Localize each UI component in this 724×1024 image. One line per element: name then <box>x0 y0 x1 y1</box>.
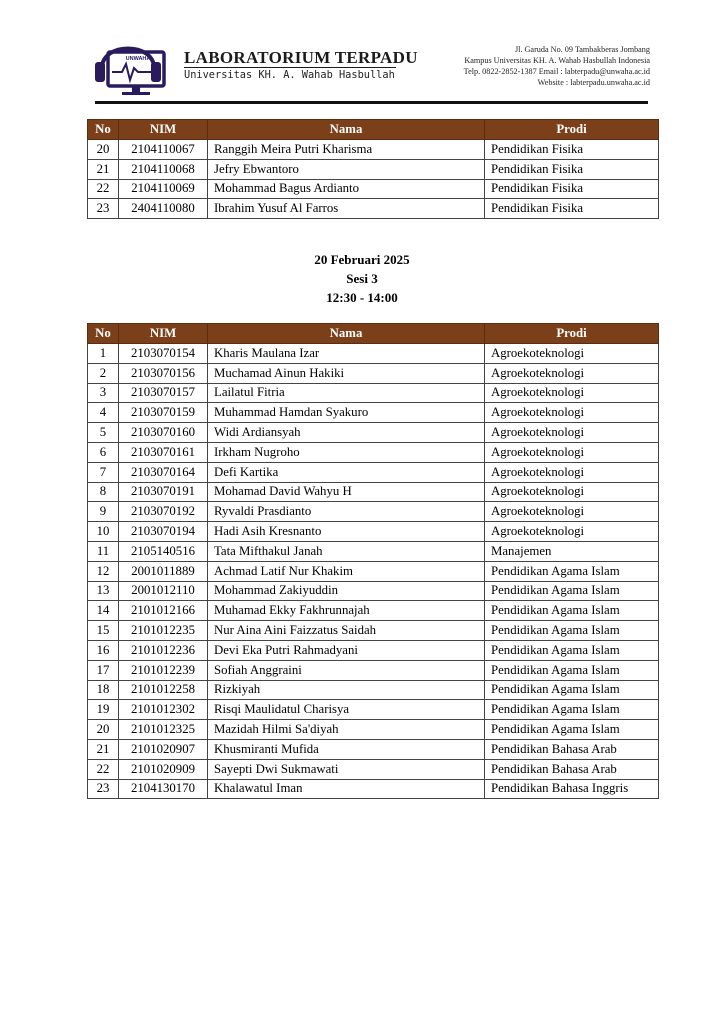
cell-nim: 2404110080 <box>119 199 208 219</box>
cell-no: 19 <box>88 700 119 720</box>
cell-nama: Nur Aina Aini Faizzatus Saidah <box>208 621 485 641</box>
table-row <box>88 140 659 160</box>
cell-no: 22 <box>88 179 119 199</box>
cell-prodi: Pendidikan Fisika <box>485 140 659 160</box>
cell-nama: Hadi Asih Kresnanto <box>208 522 485 542</box>
cell-nim: 2105140516 <box>119 541 208 561</box>
cell-nim: 2103070160 <box>119 423 208 443</box>
cell-prodi: Agroekoteknologi <box>485 462 659 482</box>
logo-text: UNWAHA <box>125 56 151 62</box>
cell-no: 7 <box>88 462 119 482</box>
table-row <box>88 344 659 364</box>
table-row <box>88 383 659 403</box>
lab-subtitle: Universitas KH. A. Wahab Hasbullah <box>184 69 395 81</box>
cell-no: 5 <box>88 423 119 443</box>
cell-nim: 2101012258 <box>119 680 208 700</box>
cell-no: 15 <box>88 621 119 641</box>
cell-nim: 2104110068 <box>119 159 208 179</box>
cell-prodi: Pendidikan Fisika <box>485 199 659 219</box>
cell-prodi: Pendidikan Fisika <box>485 159 659 179</box>
table-header-row <box>88 120 659 140</box>
cell-nama: Ranggih Meira Putri Kharisma <box>208 140 485 160</box>
cell-nama: Ryvaldi Prasdianto <box>208 502 485 522</box>
session-time: 12:30 - 14:00 <box>326 290 398 305</box>
table-row <box>88 502 659 522</box>
cell-no: 6 <box>88 442 119 462</box>
cell-prodi: Pendidikan Agama Islam <box>485 640 659 660</box>
col-header-no: No <box>88 120 119 140</box>
table-row <box>88 462 659 482</box>
cell-no: 4 <box>88 403 119 423</box>
cell-nim: 2101020907 <box>119 739 208 759</box>
cell-prodi: Agroekoteknologi <box>485 502 659 522</box>
cell-nim: 2104110067 <box>119 140 208 160</box>
table-row <box>88 759 659 779</box>
cell-no: 18 <box>88 680 119 700</box>
attendance-table-continued <box>87 119 659 219</box>
cell-nim: 2101012239 <box>119 660 208 680</box>
cell-nama: Achmad Latif Nur Khakim <box>208 561 485 581</box>
cell-prodi: Pendidikan Agama Islam <box>485 561 659 581</box>
address-block <box>464 44 650 88</box>
table-row <box>88 199 659 219</box>
cell-nama: Irkham Nugroho <box>208 442 485 462</box>
address-line: Kampus Universitas KH. A. Wahab Hasbullah Indonesia <box>464 56 650 65</box>
header-divider <box>95 101 648 104</box>
cell-prodi: Pendidikan Bahasa Arab <box>485 759 659 779</box>
cell-prodi: Agroekoteknologi <box>485 482 659 502</box>
cell-nim: 2101020909 <box>119 759 208 779</box>
cell-no: 23 <box>88 199 119 219</box>
cell-nim: 2103070161 <box>119 442 208 462</box>
cell-nama: Rizkiyah <box>208 680 485 700</box>
cell-no: 20 <box>88 720 119 740</box>
cell-no: 16 <box>88 640 119 660</box>
cell-nama: Lailatul Fitria <box>208 383 485 403</box>
session-date: 20 Februari 2025 <box>314 252 410 267</box>
cell-nim: 2101012235 <box>119 621 208 641</box>
address-line: Website : labterpadu.unwaha.ac.id <box>537 78 650 87</box>
address-line: Jl. Garuda No. 09 Tambakberas Jombang <box>514 45 650 54</box>
cell-prodi: Pendidikan Bahasa Inggris <box>485 779 659 799</box>
table-row <box>88 522 659 542</box>
table-row <box>88 779 659 799</box>
table-row <box>88 423 659 443</box>
cell-nama: Khusmiranti Mufida <box>208 739 485 759</box>
cell-no: 3 <box>88 383 119 403</box>
cell-nama: Muhamad Ekky Fakhrunnajah <box>208 601 485 621</box>
session-heading <box>0 250 724 307</box>
table-row <box>88 403 659 423</box>
cell-no: 11 <box>88 541 119 561</box>
cell-nama: Defi Kartika <box>208 462 485 482</box>
cell-prodi: Pendidikan Bahasa Arab <box>485 739 659 759</box>
cell-no: 1 <box>88 344 119 364</box>
cell-nama: Risqi Maulidatul Charisya <box>208 700 485 720</box>
cell-prodi: Pendidikan Agama Islam <box>485 621 659 641</box>
cell-nim: 2104130170 <box>119 779 208 799</box>
table-header-row <box>88 324 659 344</box>
cell-prodi: Agroekoteknologi <box>485 423 659 443</box>
cell-prodi: Agroekoteknologi <box>485 403 659 423</box>
cell-nama: Mohammad Zakiyuddin <box>208 581 485 601</box>
table-row <box>88 739 659 759</box>
cell-prodi: Pendidikan Agama Islam <box>485 700 659 720</box>
table-row <box>88 363 659 383</box>
cell-nim: 2103070156 <box>119 363 208 383</box>
cell-prodi: Pendidikan Agama Islam <box>485 720 659 740</box>
title-underline <box>184 67 396 68</box>
table-row <box>88 482 659 502</box>
cell-nama: Muhammad Hamdan Syakuro <box>208 403 485 423</box>
col-header-prodi: Prodi <box>485 120 659 140</box>
cell-no: 10 <box>88 522 119 542</box>
address-line: Telp. 0822-2852-1387 Email : labterpadu@unwaha.ac.id <box>463 67 650 76</box>
table-row <box>88 581 659 601</box>
cell-no: 2 <box>88 363 119 383</box>
cell-nim: 2101012302 <box>119 700 208 720</box>
cell-nama: Sayepti Dwi Sukmawati <box>208 759 485 779</box>
cell-no: 20 <box>88 140 119 160</box>
table-row <box>88 640 659 660</box>
table-row <box>88 680 659 700</box>
col-header-nim: NIM <box>119 324 208 344</box>
cell-no: 9 <box>88 502 119 522</box>
cell-prodi: Pendidikan Agama Islam <box>485 660 659 680</box>
cell-prodi: Agroekoteknologi <box>485 383 659 403</box>
cell-no: 14 <box>88 601 119 621</box>
cell-nim: 2103070191 <box>119 482 208 502</box>
cell-prodi: Pendidikan Agama Islam <box>485 601 659 621</box>
cell-no: 8 <box>88 482 119 502</box>
lab-logo-icon <box>92 34 178 98</box>
cell-nim: 2103070154 <box>119 344 208 364</box>
cell-prodi: Agroekoteknologi <box>485 442 659 462</box>
cell-nama: Devi Eka Putri Rahmadyani <box>208 640 485 660</box>
table-row <box>88 621 659 641</box>
cell-nama: Mohammad Bagus Ardianto <box>208 179 485 199</box>
cell-nama: Jefry Ebwantoro <box>208 159 485 179</box>
col-header-no: No <box>88 324 119 344</box>
cell-nim: 2103070192 <box>119 502 208 522</box>
cell-nama: Tata Mifthakul Janah <box>208 541 485 561</box>
cell-no: 21 <box>88 159 119 179</box>
cell-nim: 2103070159 <box>119 403 208 423</box>
cell-nama: Kharis Maulana Izar <box>208 344 485 364</box>
cell-nama: Sofiah Anggraini <box>208 660 485 680</box>
cell-nim: 2104110069 <box>119 179 208 199</box>
attendance-table-session-3 <box>87 323 659 799</box>
col-header-nama: Nama <box>208 120 485 140</box>
table-row <box>88 159 659 179</box>
table-row <box>88 541 659 561</box>
table-row <box>88 442 659 462</box>
cell-nama: Ibrahim Yusuf Al Farros <box>208 199 485 219</box>
col-header-nim: NIM <box>119 120 208 140</box>
col-header-prodi: Prodi <box>485 324 659 344</box>
cell-nama: Khalawatul Iman <box>208 779 485 799</box>
cell-nim: 2103070164 <box>119 462 208 482</box>
cell-no: 21 <box>88 739 119 759</box>
cell-nama: Mazidah Hilmi Sa'diyah <box>208 720 485 740</box>
cell-prodi: Agroekoteknologi <box>485 344 659 364</box>
cell-prodi: Pendidikan Agama Islam <box>485 680 659 700</box>
cell-prodi: Pendidikan Fisika <box>485 179 659 199</box>
table-row <box>88 660 659 680</box>
cell-prodi: Agroekoteknologi <box>485 363 659 383</box>
cell-nim: 2101012166 <box>119 601 208 621</box>
cell-prodi: Agroekoteknologi <box>485 522 659 542</box>
cell-no: 23 <box>88 779 119 799</box>
cell-nim: 2103070157 <box>119 383 208 403</box>
cell-no: 22 <box>88 759 119 779</box>
cell-no: 12 <box>88 561 119 581</box>
cell-no: 17 <box>88 660 119 680</box>
col-header-nama: Nama <box>208 324 485 344</box>
table-row <box>88 601 659 621</box>
table-row <box>88 720 659 740</box>
cell-nim: 2001012110 <box>119 581 208 601</box>
cell-no: 13 <box>88 581 119 601</box>
session-name: Sesi 3 <box>346 271 378 286</box>
lab-title: LABORATORIUM TERPADU <box>184 48 418 67</box>
cell-nama: Muchamad Ainun Hakiki <box>208 363 485 383</box>
cell-nama: Mohamad David Wahyu H <box>208 482 485 502</box>
cell-nim: 2001011889 <box>119 561 208 581</box>
table-row <box>88 179 659 199</box>
table-row <box>88 561 659 581</box>
cell-prodi: Manajemen <box>485 541 659 561</box>
cell-nim: 2101012325 <box>119 720 208 740</box>
cell-nama: Widi Ardiansyah <box>208 423 485 443</box>
letterhead <box>92 34 650 106</box>
cell-nim: 2103070194 <box>119 522 208 542</box>
table-row <box>88 700 659 720</box>
cell-nim: 2101012236 <box>119 640 208 660</box>
cell-prodi: Pendidikan Agama Islam <box>485 581 659 601</box>
